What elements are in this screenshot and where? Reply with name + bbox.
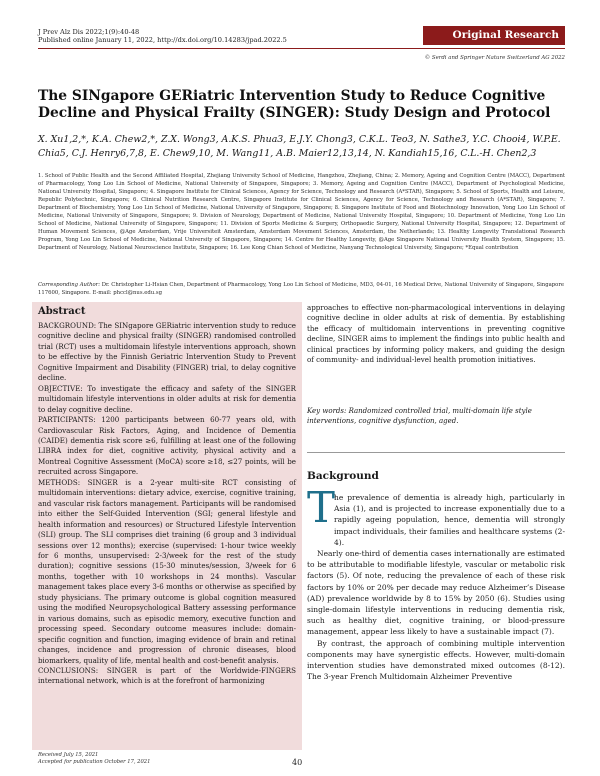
journal-citation <box>38 28 287 45</box>
abstract-objective: OBJECTIVE: To investigate the efficacy and safety of the SINGER multidomain lifestyle interventions in older adults at risk for dementia to delay cognitive decline. <box>38 383 296 414</box>
journal-line-1: J Prev Alz Dis 2022;1(9):40-48 <box>38 28 140 36</box>
abstract-conclusions: CONCLUSIONS: SINGER is part of the Worldwide-FINGERS international network, which is at the forefront of harmonizing <box>38 665 296 686</box>
copyright-notice: © Serdi and Springer Nature Switzerland AG 2022 <box>424 55 565 61</box>
author-list: X. Xu1,2,*, K.A. Chew2,*, Z.X. Wong3, A.K.S. Phua3, E.J.Y. Chong3, C.K.L. Teo3, N. Sathe3, Y.C. Chooi4, W.P.E. Chia5, C.J. Henry6,7,8, E. Chew9,10, M. Wang11, A.B. Maier12,13,14, N. Kandiah15,16, C.L.-H. Chen2,3 <box>38 134 561 159</box>
affiliations: 1. School of Public Health and the Second Affiliated Hospital, Zhejiang University School of Medicine, Hangzhou, Zhejiang, China; 2. Memory, Ageing and Cognition Centre (MACC), Department of Pharmacology, Yong Loo Lin School of Medicine, National University of Singapore, Singapore; 3. Memory, Ageing and Cognition Centre (MACC), Department of Psychological Medicine, National University Hospital, Singapore; 4. Singapore Institute for Clinical Sciences, Agency for Science, Technology and Research (A*STAR), Singapore; 5. School of Sports, Health and Leisure, Republic Polytechnic, Singapore; 6. Clinical Nutrition Research Centre, Singapore Institute for Clinical Sciences, Agency for Science, Technology and Research (A*STAR), Singapore; 7. Department of Biochemistry, Yong Loo Lin School of Medicine, National University of Singapore, Singapore; 8. Singapore Institute of Food and Biotechnology Innovation, Yong Loo Lin School of Medicine, National University of Singapore, Singapore; 9. Division of Neurology, Department of Medicine, National University Hospital, Singapore; 10. Department of Medicine, Yong Loo Lin School of Medicine, National University of Singapore, Singapore; 11. Division of Sports Medicine & Surgery, Orthopaedic Surgery, National University Hospital, Singapore; 12. Department of Human Movement Sciences, @Age Amsterdam, Vrije Universiteit Amsterdam, Amsterdam Movement Sciences, Amsterdam, the Netherlands; 13. Healthy Longevity Translational Research Program, Yong Loo Lin School of Medicine, National University of Singapore, Singapore; 14. Centre for Healthy Longevity, @Age Singapore National University Health System, Singapore; 15. Department of Neurology, National Neuroscience Institute, Singapore; 16. Lee Kong Chian School of Medicine, Nanyang Technological University, Singapore; *Equal contribution <box>38 173 565 252</box>
journal-line-2[interactable]: Published online January 11, 2022, http://dx.doi.org/10.14283/jpad.2022.5 <box>38 36 287 45</box>
header-divider <box>38 48 565 49</box>
background-heading: Background <box>307 470 379 482</box>
background-paragraph-3: By contrast, the approach of combining multiple intervention components may have synergistic effects. However, multi-domain intervention studies have demonstrated mixed outcomes (8-12). The 3-year French Multidomain Alzheimer Preventive <box>307 638 565 682</box>
article-title: The SINgapore GERiatric Intervention Study to Reduce Cognitive Decline and Physical Frailty (SINGER): Study Design and Protocol <box>38 88 551 121</box>
keywords-divider <box>307 452 565 453</box>
abstract-conclusions-continued: approaches to effective non-pharmacological interventions in delaying cognitive decline in older adults at risk of dementia. By establishing the efficacy of multidomain interventions in preventing cognitive decline, SINGER aims to implement the findings into public health and clinical practices by informing policy makers, and guiding the design of community- and individual-level health promotion initiatives. <box>307 303 565 365</box>
abstract-background: BACKGROUND: The SINgapore GERiatric intervention study to reduce cognitive decline and physical frailty (SINGER) randomised controlled trial (RCT) uses a multidomain lifestyle interventions approach, shown to be effective by the Finnish Geriatric Intervention Study to Prevent Cognitive Impairment and Disability (FINGER) trial, to delay cognitive decline. <box>38 321 296 383</box>
page-number: 40 <box>292 758 303 767</box>
received-date: Received July 15, 2021 <box>38 752 99 758</box>
corresponding-label: Corresponding Author: <box>38 282 101 288</box>
article-type-banner: Original Research <box>423 26 565 45</box>
background-paragraph-2: Nearly one-third of dementia cases internationally are estimated to be attributable to modifiable lifestyle, vascular or metabolic risk factors (5). Of note, reducing the prevalence of each of these risk factors by 10% or 20% per decade may reduce Alzheimer’s Disease (AD) prevalence worldwide by 8 to 15% by 2050 (6). Studies using single-domain lifestyle interventions in reducing dementia risk, such as healthy diet, cognitive training, or blood-pressure management, appear less likely to have a sustainable impact (7). <box>307 549 565 637</box>
corresponding-text: Dr. Christopher Li-Hsian Chen, Department of Pharmacology, Yong Loo Lin School of Medicine, MD3, 04-01, 16 Medical Drive, National University of Singapore, Singapore 117600, Singapore. E-mail: phccl@nus.edu.sg <box>38 282 564 297</box>
keywords: Key words: Randomized controlled trial, multi-domain life style interventions, cognitive dysfunction, aged. <box>307 407 532 426</box>
accepted-date: Accepted for publication October 17, 2021 <box>38 759 151 766</box>
abstract-body <box>38 321 296 687</box>
background-paragraph-1: he prevalence of dementia is already high, particularly in Asia (1), and is projected to increase exponentially due to a rapidly ageing population, hence, dementia will strongly impact individuals, their families and healthcare systems (2-4). <box>334 493 565 547</box>
corresponding-author <box>38 281 565 297</box>
background-body <box>307 492 565 682</box>
drop-cap: T <box>307 483 336 532</box>
abstract-participants: PARTICIPANTS: 1200 participants between 60-77 years old, with Cardiovascular Risk Factors, Aging, and Incidence of Dementia (CAIDE) dementia risk score ≥6, fulfilling at least one of the following LIBRA index for diet, cognitive activity, physical activity and a Montreal Cognitive Assessment (MoCA) score ≥18, ≤27 points, will be recruited across Singapore. <box>38 415 296 477</box>
received-dates <box>38 752 150 767</box>
abstract-heading: Abstract <box>38 306 86 317</box>
abstract-methods: METHODS: SINGER is a 2-year multi-site RCT consisting of multidomain interventions: dietary advice, exercise, cognitive training, and vascular risk factors management. Participants will be randomised into either the Self-Guided Intervention (SGI; general lifestyle and health information and resources) or Structured Lifestyle Intervention (SLI) group. The SLI comprises diet training (6 group and 3 individual sessions over 12 months); exercise (supervised: 1-hour twice weekly for 6 months, unsupervised: 2-3/week for the rest of the study duration); cognitive sessions (15-30 minutes/session, 3/week for 6 months, together with 10 workshops in 24 months). Vascular management takes place every 3-6 months or otherwise as specified by study physicians. The primary outcome is global cognition measured using the modified Neuropsychological Battery assessing performance in various domains, such as episodic memory, executive function and processing speed. Secondary outcome measures include: domain-specific cognition and function, imaging evidence of brain and retinal changes, incidence and progression of chronic diseases, blood biomarkers, quality of life, mental health and cost-benefit analysis. <box>38 477 296 665</box>
